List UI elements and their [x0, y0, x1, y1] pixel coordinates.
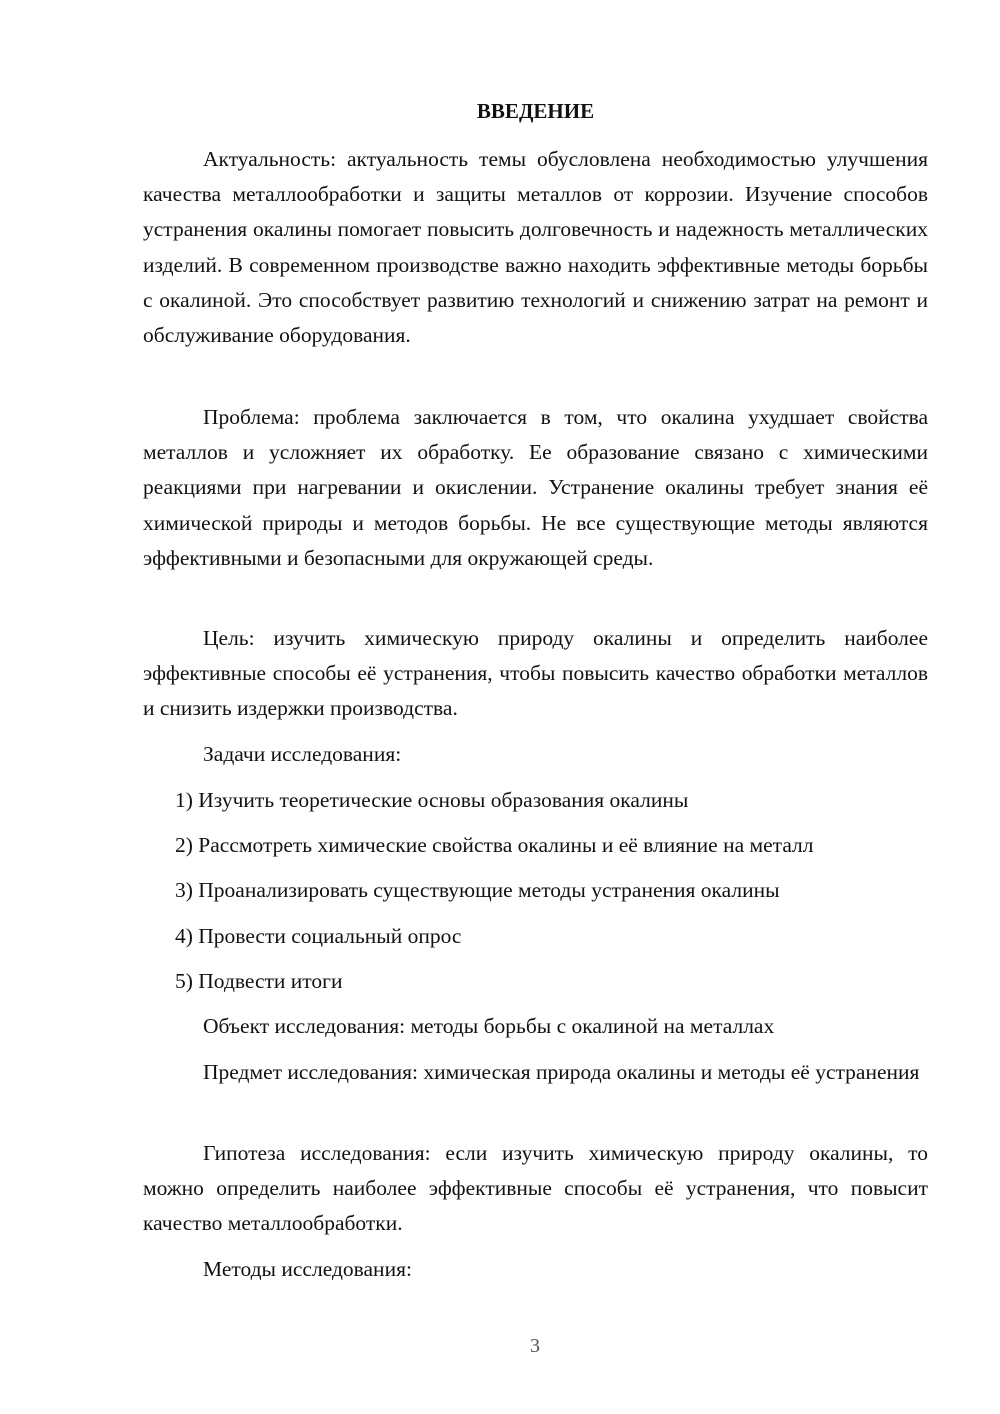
page-number: 3 — [530, 1335, 540, 1357]
paragraph-goal: Цель: изучить химическую природу окалины и определить наиболее эффективные способы её устранения, чтобы повысить качество обработки металлов и снизить издержки производства. — [143, 626, 928, 721]
task-item-3: 3) Проанализировать существующие методы устранения окалины — [175, 878, 780, 902]
paragraph-problem: Проблема: проблема заключается в том, что окалина ухудшает свойства металлов и усложняет их обработку. Ее образование связано с химическими реакциями при нагревании и окислении. Устранение окалины требует знания её химической природы и методов борьбы. Не все существующие методы являются эффективными и безопасными для окружающей среды. — [143, 405, 928, 570]
paragraph-object: Объект исследования: методы борьбы с окалиной на металлах — [203, 1014, 775, 1038]
task-item-2: 2) Рассмотреть химические свойства окалины и её влияние на металл — [175, 833, 814, 857]
paragraph-relevance: Актуальность: актуальность темы обусловлена необходимостью улучшения качества металлообработки и защиты металлов от коррозии. Изучение способов устранения окалины помогает повысить долговечность и надежность металлических изделий. В современном производстве важно находить эффективные методы борьбы с окалиной. Это способствует развитию технологий и снижению затрат на ремонт и обслуживание оборудования. — [143, 147, 928, 348]
page-title: ВВЕДЕНИЕ — [476, 99, 595, 123]
paragraph-methods: Методы исследования: — [203, 1257, 412, 1281]
tasks-heading: Задачи исследования: — [203, 742, 402, 766]
paragraph-subject: Предмет исследования: химическая природа окалины и методы её устранения — [203, 1060, 920, 1084]
task-item-1: 1) Изучить теоретические основы образования окалины — [175, 788, 689, 812]
task-item-4: 4) Провести социальный опрос — [175, 924, 462, 948]
paragraph-hypothesis: Гипотеза исследования: если изучить химическую природу окалины, то можно определить наиболее эффективные способы её устранения, что повысит качество металлообработки. — [143, 1141, 928, 1236]
task-item-5: 5) Подвести итоги — [175, 969, 343, 993]
